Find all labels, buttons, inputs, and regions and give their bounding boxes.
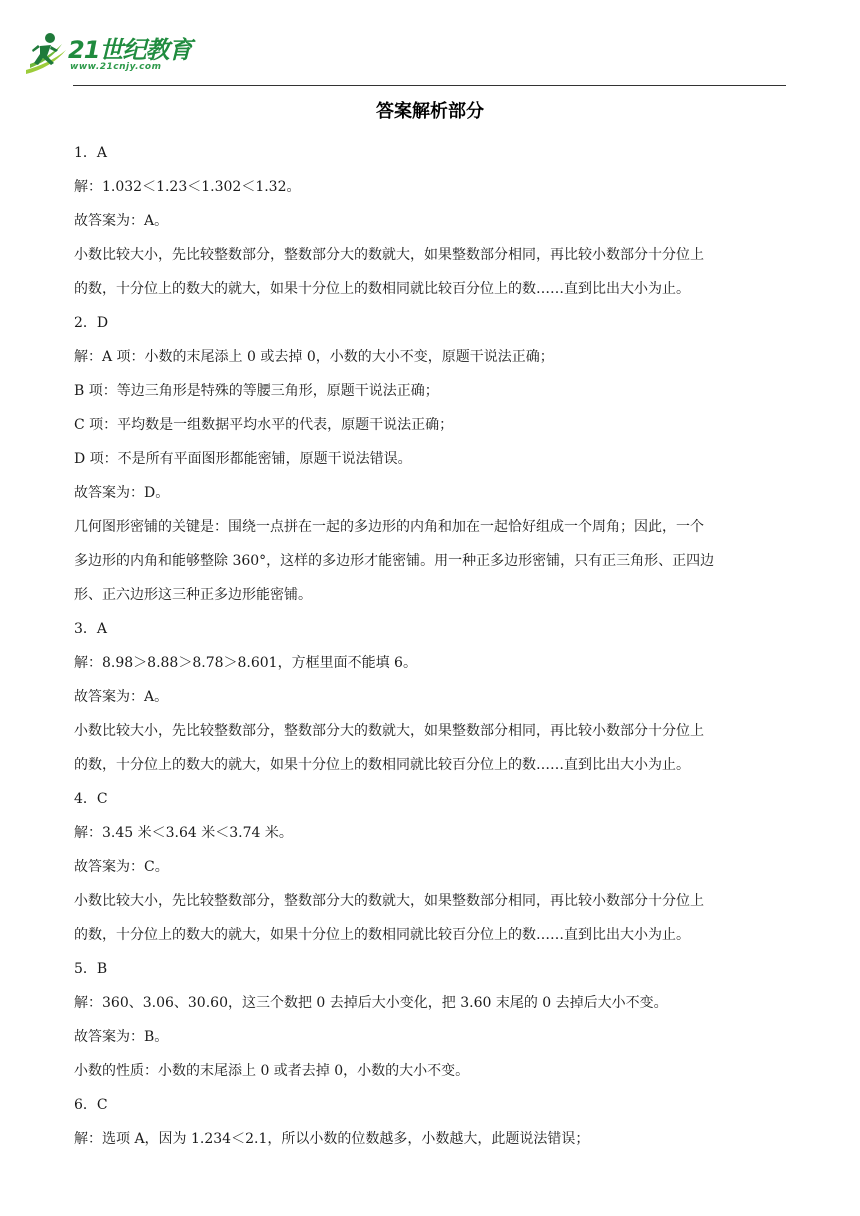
answer-content (74, 136, 788, 1156)
text-line: 2．D (74, 315, 109, 331)
runner-logo-icon (20, 30, 68, 78)
page-header (0, 0, 860, 90)
text-line: 形、正六边形这三种正多边形能密铺。 (74, 587, 312, 603)
page-title: 答案解析部分 (376, 101, 484, 122)
text-line: 解：8.98＞8.88＞8.78＞8.601，方框里面不能填 6。 (74, 655, 417, 671)
text-line: 小数比较大小，先比较整数部分，整数部分大的数就大，如果整数部分相同，再比较小数部分十分位上 (74, 247, 704, 263)
logo (20, 28, 195, 80)
logo-wordmark: 21世纪教育 (68, 36, 192, 64)
text-line: 小数的性质：小数的末尾添上 0 或者去掉 0，小数的大小不变。 (74, 1063, 470, 1079)
text-line: 故答案为：A。 (74, 689, 169, 705)
text-line: 6．C (74, 1097, 108, 1113)
logo-url: www.21cnjy.com (70, 62, 162, 72)
text-line: 解：选项 A，因为 1.234＜2.1，所以小数的位数越多，小数越大，此题说法错误； (74, 1131, 590, 1147)
text-line: 故答案为：A。 (74, 213, 169, 229)
text-line: 的数，十分位上的数大的就大，如果十分位上的数相同就比较百分位上的数……直到比出大小为止。 (74, 757, 690, 773)
text-line: 小数比较大小，先比较整数部分，整数部分大的数就大，如果整数部分相同，再比较小数部分十分位上 (74, 723, 704, 739)
header-divider (73, 85, 786, 86)
text-line: 故答案为：B。 (74, 1029, 169, 1045)
text-line: 故答案为：C。 (74, 859, 169, 875)
text-line: 的数，十分位上的数大的就大，如果十分位上的数相同就比较百分位上的数……直到比出大小为止。 (74, 281, 690, 297)
text-line: 解：360、3.06、30.60，这三个数把 0 去掉后大小变化，把 3.60 末尾的 0 去掉后大小不变。 (74, 995, 668, 1011)
text-line: 几何图形密铺的关键是：围绕一点拼在一起的多边形的内角和加在一起恰好组成一个周角；因此，一个 (74, 519, 704, 535)
text-line: D 项：不是所有平面图形都能密铺，原题干说法错误。 (74, 451, 412, 467)
text-line: 5．B (74, 961, 108, 977)
text-line: 3．A (74, 621, 108, 637)
text-line: 解：3.45 米＜3.64 米＜3.74 米。 (74, 825, 293, 841)
text-line: C 项：平均数是一组数据平均水平的代表，原题干说法正确； (74, 417, 454, 433)
text-line: B 项：等边三角形是特殊的等腰三角形，原题干说法正确； (74, 383, 439, 399)
text-line: 的数，十分位上的数大的就大，如果十分位上的数相同就比较百分位上的数……直到比出大小为止。 (74, 927, 690, 943)
text-line: 1．A (74, 145, 108, 161)
text-line: 解：1.032＜1.23＜1.302＜1.32。 (74, 179, 301, 195)
text-line: 故答案为：D。 (74, 485, 170, 501)
text-line: 解：A 项：小数的末尾添上 0 或去掉 0，小数的大小不变，原题干说法正确； (74, 349, 554, 365)
text-line: 4．C (74, 791, 108, 807)
text-line: 多边形的内角和能够整除 360°，这样的多边形才能密铺。用一种正多边形密铺，只有正三角形、正四边 (74, 553, 715, 569)
text-line: 小数比较大小，先比较整数部分，整数部分大的数就大，如果整数部分相同，再比较小数部分十分位上 (74, 893, 704, 909)
